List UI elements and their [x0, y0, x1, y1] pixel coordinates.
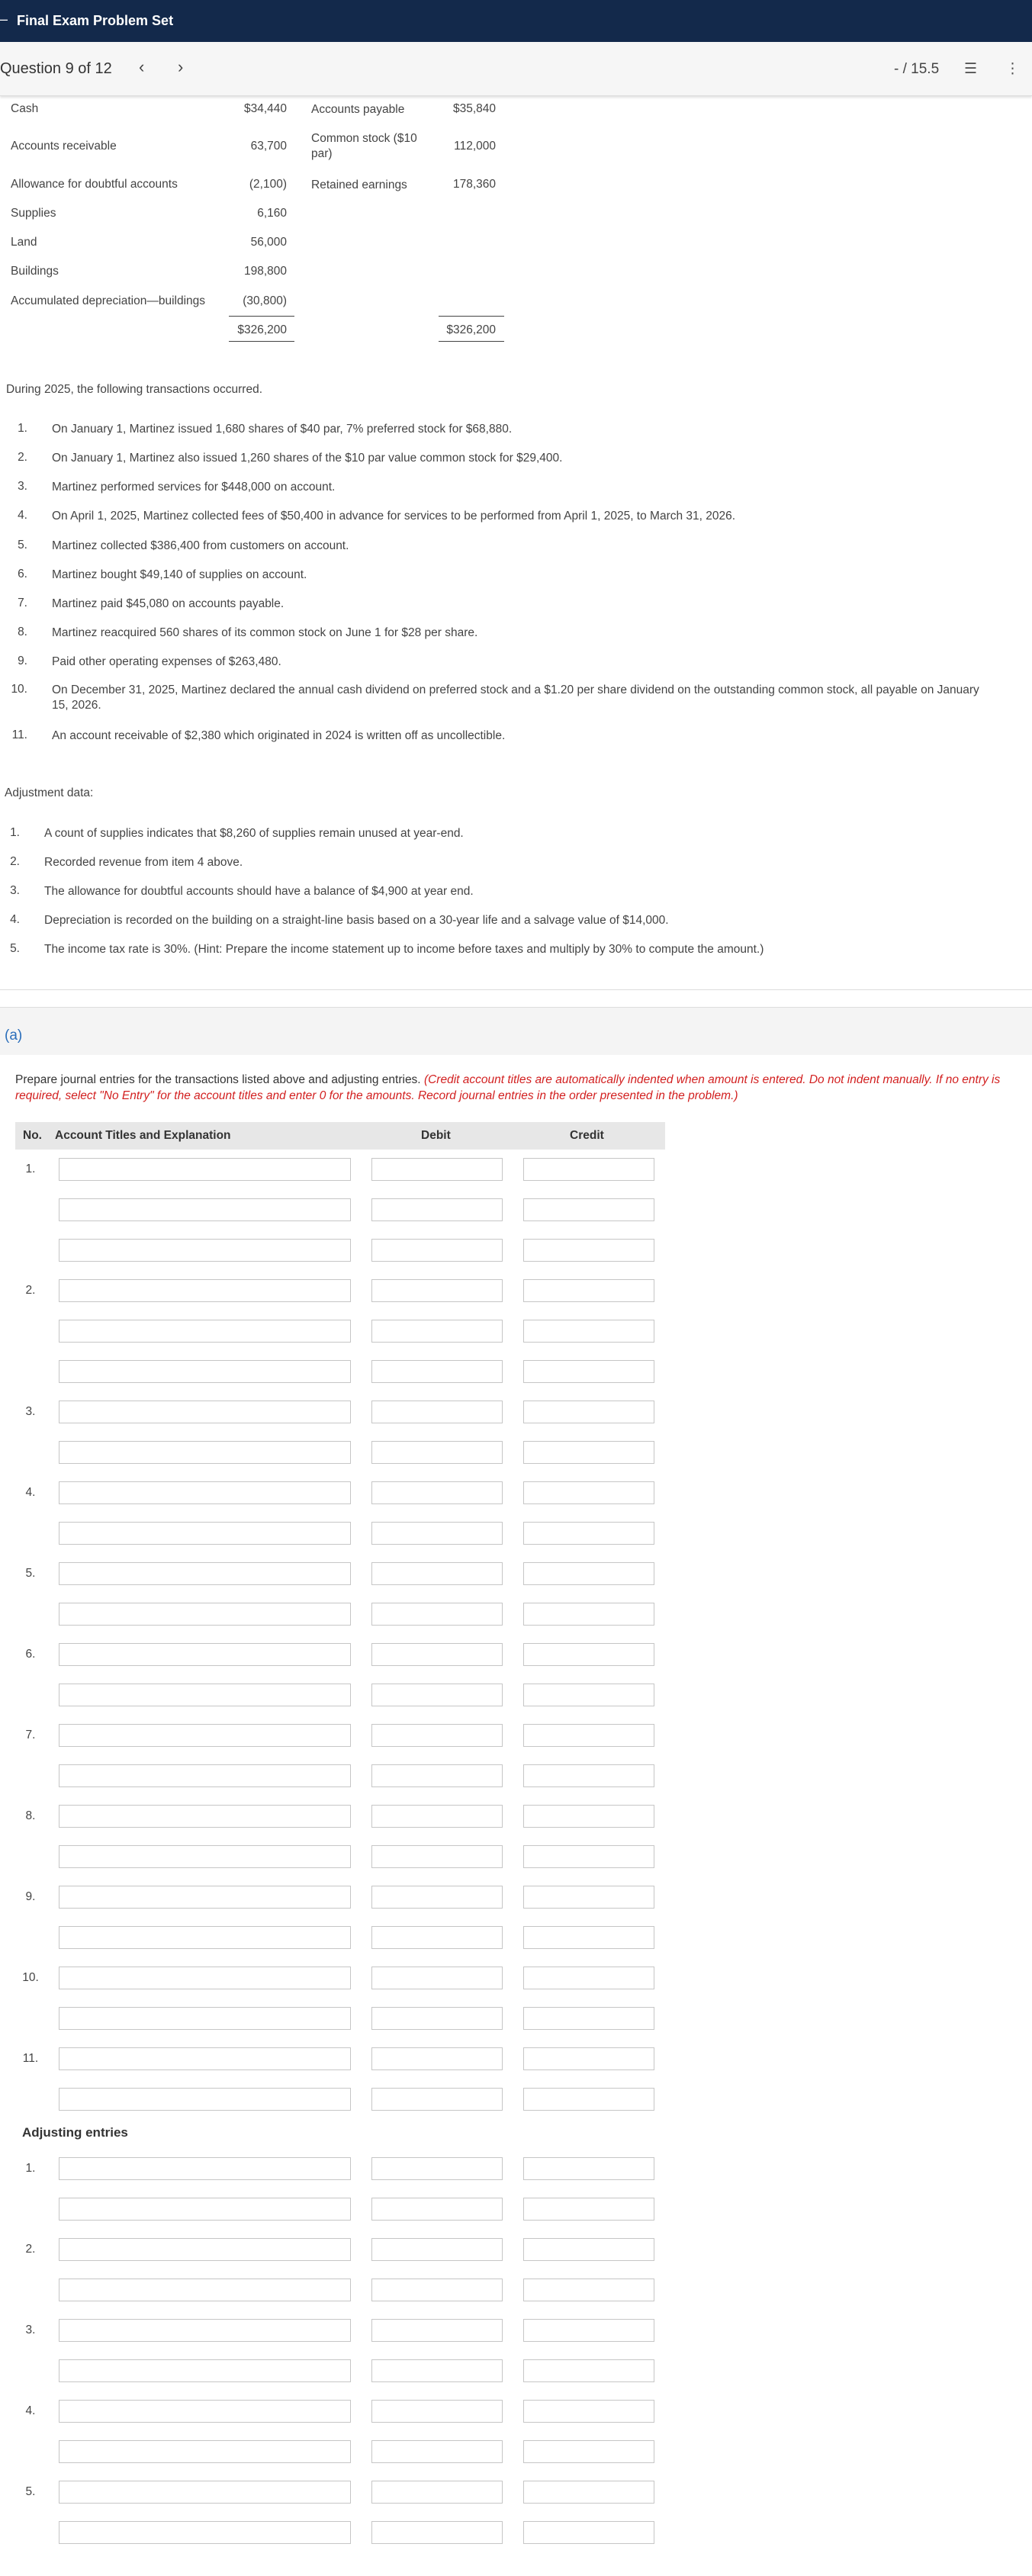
transaction-text: Martinez collected $386,400 from customers on account. — [52, 539, 349, 552]
transaction-number: 2. — [18, 451, 27, 464]
bs-left-label: Cash — [11, 102, 39, 115]
debit-input[interactable] — [371, 2088, 503, 2111]
account-title-input[interactable] — [59, 2157, 351, 2180]
credit-input[interactable] — [523, 1926, 654, 1949]
debit-input[interactable] — [371, 1926, 503, 1949]
divider — [0, 989, 1032, 990]
account-title-input[interactable] — [59, 2319, 351, 2342]
credit-input[interactable] — [523, 2088, 654, 2111]
entry-number: 2. — [25, 2243, 36, 2256]
bs-left-label: Allowance for doubtful accounts — [11, 178, 178, 191]
debit-input[interactable] — [371, 1481, 503, 1504]
account-title-input[interactable] — [59, 1967, 351, 1989]
debit-input[interactable] — [371, 1764, 503, 1787]
transaction-text: Paid other operating expenses of $263,480. — [52, 655, 281, 668]
account-title-input[interactable] — [59, 1279, 351, 1302]
credit-input[interactable] — [523, 1401, 654, 1423]
credit-input[interactable] — [523, 2238, 654, 2261]
instructions — [15, 1072, 1007, 1104]
adjustment-number: 1. — [10, 826, 20, 839]
account-title-input[interactable] — [59, 2481, 351, 2504]
bs-left-value: (2,100) — [249, 178, 287, 191]
transaction-text: An account receivable of $2,380 which originated in 2024 is written off as uncollectible. — [52, 729, 506, 742]
transaction-text: On January 1, Martinez issued 1,680 shares of $40 par, 7% preferred stock for $68,880. — [52, 423, 513, 436]
account-title-input[interactable] — [59, 2238, 351, 2261]
adjustment-number: 5. — [10, 942, 20, 955]
account-title-input[interactable] — [59, 1684, 351, 1706]
account-title-input[interactable] — [59, 1522, 351, 1545]
entry-number: 11. — [22, 2052, 39, 2065]
account-title-input[interactable] — [59, 1198, 351, 1221]
transaction-text: Martinez bought $49,140 of supplies on account. — [52, 568, 307, 581]
debit-input[interactable] — [371, 2319, 503, 2342]
debit-input[interactable] — [371, 1198, 503, 1221]
account-title-input[interactable] — [59, 2440, 351, 2463]
debit-input[interactable] — [371, 2157, 503, 2180]
transaction-number: 5. — [18, 539, 27, 552]
debit-input[interactable] — [371, 1522, 503, 1545]
credit-input[interactable] — [523, 1198, 654, 1221]
bs-left-value: 63,700 — [250, 140, 287, 153]
list-icon[interactable]: ☰ — [964, 61, 978, 77]
debit-input[interactable] — [371, 1360, 503, 1383]
debit-input[interactable] — [371, 2481, 503, 2504]
account-title-input[interactable] — [59, 1805, 351, 1828]
bs-right-total-underline — [439, 341, 504, 342]
bs-left-label: Land — [11, 236, 37, 249]
bs-left-label: Supplies — [11, 207, 56, 220]
transaction-number: 8. — [18, 626, 27, 638]
debit-input[interactable] — [371, 1886, 503, 1909]
credit-input[interactable] — [523, 2400, 654, 2423]
entry-number: 9. — [25, 1890, 36, 1903]
debit-input[interactable] — [371, 2047, 503, 2070]
col-no: No. — [23, 1129, 42, 1142]
bs-right-total-rule — [439, 316, 504, 317]
bs-left-value: (30,800) — [243, 294, 287, 307]
account-title-input[interactable] — [59, 1158, 351, 1181]
adjustment-text: The allowance for doubtful accounts should have a balance of $4,900 at year end. — [44, 885, 474, 898]
debit-input[interactable] — [371, 1805, 503, 1828]
account-title-input[interactable] — [59, 2279, 351, 2301]
credit-input[interactable] — [523, 1158, 654, 1181]
bs-right-label: Common stock ($10 par) — [311, 132, 417, 160]
credit-input[interactable] — [523, 1279, 654, 1302]
transaction-text: Martinez reacquired 560 shares of its common stock on June 1 for $28 per share. — [52, 626, 478, 639]
account-title-input[interactable] — [59, 1441, 351, 1464]
debit-input[interactable] — [371, 1684, 503, 1706]
account-title-input[interactable] — [59, 2359, 351, 2382]
next-question-button[interactable]: › — [178, 57, 184, 76]
debit-input[interactable] — [371, 2198, 503, 2221]
app-header — [0, 0, 1032, 42]
transaction-number: 6. — [18, 568, 27, 580]
credit-input[interactable] — [523, 2319, 654, 2342]
bs-right-label: Accounts payable — [311, 103, 405, 116]
account-title-input[interactable] — [59, 1926, 351, 1949]
entry-number: 1. — [25, 1163, 36, 1175]
credit-input[interactable] — [523, 1643, 654, 1666]
adjustment-number: 3. — [10, 884, 20, 897]
entry-number: 5. — [25, 2485, 36, 2498]
bs-left-value: $34,440 — [243, 102, 287, 115]
credit-input[interactable] — [523, 1764, 654, 1787]
account-title-input[interactable] — [59, 2047, 351, 2070]
credit-input[interactable] — [523, 2047, 654, 2070]
credit-input[interactable] — [523, 1684, 654, 1706]
score-display: - / 15.5 — [894, 61, 940, 77]
credit-input[interactable] — [523, 1845, 654, 1868]
journal-table-header — [15, 1122, 665, 1150]
account-title-input[interactable] — [59, 1764, 351, 1787]
debit-input[interactable] — [371, 2238, 503, 2261]
part-a-header — [0, 1007, 1032, 1055]
transaction-number: 4. — [18, 509, 27, 522]
col-debit: Debit — [421, 1129, 451, 1142]
account-title-input[interactable] — [59, 1886, 351, 1909]
debit-input[interactable] — [371, 1724, 503, 1747]
transaction-number: 3. — [18, 480, 27, 493]
account-title-input[interactable] — [59, 1481, 351, 1504]
entry-number: 8. — [25, 1809, 36, 1822]
debit-input[interactable] — [371, 1158, 503, 1181]
transaction-text: On December 31, 2025, Martinez declared the annual cash dividend on preferred stock and a $1.20 per share dividend on the outstanding common stock, all payable on January 15, 2026. — [52, 683, 979, 712]
debit-input[interactable] — [371, 1401, 503, 1423]
debit-input[interactable] — [371, 1441, 503, 1464]
bs-left-value: 56,000 — [250, 236, 287, 249]
col-credit: Credit — [570, 1129, 604, 1142]
bs-left-total: $326,200 — [237, 323, 287, 336]
debit-input[interactable] — [371, 2521, 503, 2544]
credit-input[interactable] — [523, 1522, 654, 1545]
debit-input[interactable] — [371, 1239, 503, 1262]
account-title-input[interactable] — [59, 2400, 351, 2423]
bs-left-label: Accounts receivable — [11, 140, 117, 153]
transaction-number: 9. — [18, 654, 27, 667]
transaction-text: Martinez paid $45,080 on accounts payable. — [52, 597, 285, 610]
debit-input[interactable] — [371, 1845, 503, 1868]
debit-input[interactable] — [371, 2279, 503, 2301]
bs-left-value: 6,160 — [257, 207, 287, 220]
adjustment-text: Depreciation is recorded on the building on a straight-line basis based on a 30-year life and a salvage value of $14,000. — [44, 914, 669, 927]
adjustment-intro: Adjustment data: — [5, 786, 94, 799]
debit-input[interactable] — [371, 1603, 503, 1626]
debit-input[interactable] — [371, 1279, 503, 1302]
account-title-input[interactable] — [59, 2007, 351, 2030]
credit-input[interactable] — [523, 1481, 654, 1504]
debit-input[interactable] — [371, 2007, 503, 2030]
question-title: Question 9 of 12 — [0, 60, 112, 77]
entry-number: 6. — [25, 1648, 36, 1661]
credit-input[interactable] — [523, 1603, 654, 1626]
adjustment-text: A count of supplies indicates that $8,260 of supplies remain unused at year-end. — [44, 827, 464, 840]
credit-input[interactable] — [523, 2481, 654, 2504]
transaction-number: 10. — [11, 683, 27, 696]
credit-input[interactable] — [523, 1360, 654, 1383]
transaction-number: 11. — [11, 728, 27, 741]
bs-left-total-rule — [229, 316, 294, 317]
question-bar — [0, 42, 1032, 96]
entry-number: 3. — [25, 2324, 36, 2336]
adjustment-number: 4. — [10, 913, 20, 926]
debit-input[interactable] — [371, 1562, 503, 1585]
instructions-note: (Credit account titles are automatically indented when amount is entered. Do not indent manually. If no entry is required, select "No Entry" for the account titles and enter 0 for the amounts. Record journal entries in the order presented in the problem.) — [15, 1073, 1001, 1102]
account-title-input[interactable] — [59, 1401, 351, 1423]
credit-input[interactable] — [523, 1239, 654, 1262]
entry-number: 3. — [25, 1405, 36, 1418]
bs-right-total: $326,200 — [446, 323, 496, 336]
prev-question-button[interactable]: ‹ — [139, 57, 145, 76]
entry-number: 4. — [25, 2404, 36, 2417]
bs-left-label: Accumulated depreciation—buildings — [11, 294, 206, 307]
more-vertical-icon[interactable]: ⋮ — [1005, 61, 1020, 77]
account-title-input[interactable] — [59, 1643, 351, 1666]
entry-number: 1. — [25, 2162, 36, 2175]
credit-input[interactable] — [523, 2440, 654, 2463]
transaction-number: 7. — [18, 597, 27, 609]
credit-input[interactable] — [523, 2007, 654, 2030]
bs-right-value: $35,840 — [452, 102, 496, 115]
bs-right-label: Retained earnings — [311, 178, 407, 191]
entry-number: 2. — [25, 1284, 36, 1297]
credit-input[interactable] — [523, 1562, 654, 1585]
transaction-text: On January 1, Martinez also issued 1,260 shares of the $10 par value common stock for $29,400. — [52, 452, 563, 465]
entry-number: 5. — [25, 1567, 36, 1580]
account-title-input[interactable] — [59, 1562, 351, 1585]
account-title-input[interactable] — [59, 1360, 351, 1383]
debit-input[interactable] — [371, 2359, 503, 2382]
assignment-title: Final Exam Problem Set — [17, 13, 174, 28]
credit-input[interactable] — [523, 1320, 654, 1343]
transaction-number: 1. — [18, 422, 27, 435]
account-title-input[interactable] — [59, 2088, 351, 2111]
adjustment-text: Recorded revenue from item 4 above. — [44, 856, 243, 869]
credit-input[interactable] — [523, 1441, 654, 1464]
col-account: Account Titles and Explanation — [55, 1129, 231, 1142]
adjustment-text: The income tax rate is 30%. (Hint: Prepare the income statement up to income before taxes and multiply by 30% to compute the amount.) — [44, 943, 764, 956]
bs-right-value: 112,000 — [454, 140, 496, 153]
adjustment-number: 2. — [10, 855, 20, 868]
adjusting-entries-title: Adjusting entries — [22, 2125, 128, 2140]
bs-left-label: Buildings — [11, 265, 59, 278]
transactions-intro: During 2025, the following transactions occurred. — [6, 383, 263, 396]
bs-left-total-underline — [229, 341, 294, 342]
credit-input[interactable] — [523, 2279, 654, 2301]
account-title-input[interactable] — [59, 1320, 351, 1343]
header-dash: – — [0, 11, 8, 27]
credit-input[interactable] — [523, 1967, 654, 1989]
bs-left-value: 198,800 — [243, 265, 287, 278]
account-title-input[interactable] — [59, 2198, 351, 2221]
part-label: (a) — [5, 1028, 23, 1044]
transaction-text: Martinez performed services for $448,000 on account. — [52, 481, 336, 494]
debit-input[interactable] — [371, 2440, 503, 2463]
debit-input[interactable] — [371, 2400, 503, 2423]
credit-input[interactable] — [523, 2359, 654, 2382]
account-title-input[interactable] — [59, 1603, 351, 1626]
instructions-text: Prepare journal entries for the transactions listed above and adjusting entries. — [15, 1073, 421, 1086]
entry-number: 10. — [22, 1971, 39, 1984]
account-title-input[interactable] — [59, 2521, 351, 2544]
entry-number: 7. — [25, 1729, 36, 1741]
credit-input[interactable] — [523, 2198, 654, 2221]
credit-input[interactable] — [523, 1724, 654, 1747]
debit-input[interactable] — [371, 1320, 503, 1343]
credit-input[interactable] — [523, 1805, 654, 1828]
debit-input[interactable] — [371, 1643, 503, 1666]
account-title-input[interactable] — [59, 1724, 351, 1747]
transaction-text: On April 1, 2025, Martinez collected fees of $50,400 in advance for services to be performed from April 1, 2025, to March 31, 2026. — [52, 510, 736, 523]
credit-input[interactable] — [523, 1886, 654, 1909]
entry-number: 4. — [25, 1486, 36, 1499]
debit-input[interactable] — [371, 1967, 503, 1989]
bs-right-value: 178,360 — [452, 178, 496, 191]
account-title-input[interactable] — [59, 1239, 351, 1262]
credit-input[interactable] — [523, 2521, 654, 2544]
credit-input[interactable] — [523, 2157, 654, 2180]
account-title-input[interactable] — [59, 1845, 351, 1868]
